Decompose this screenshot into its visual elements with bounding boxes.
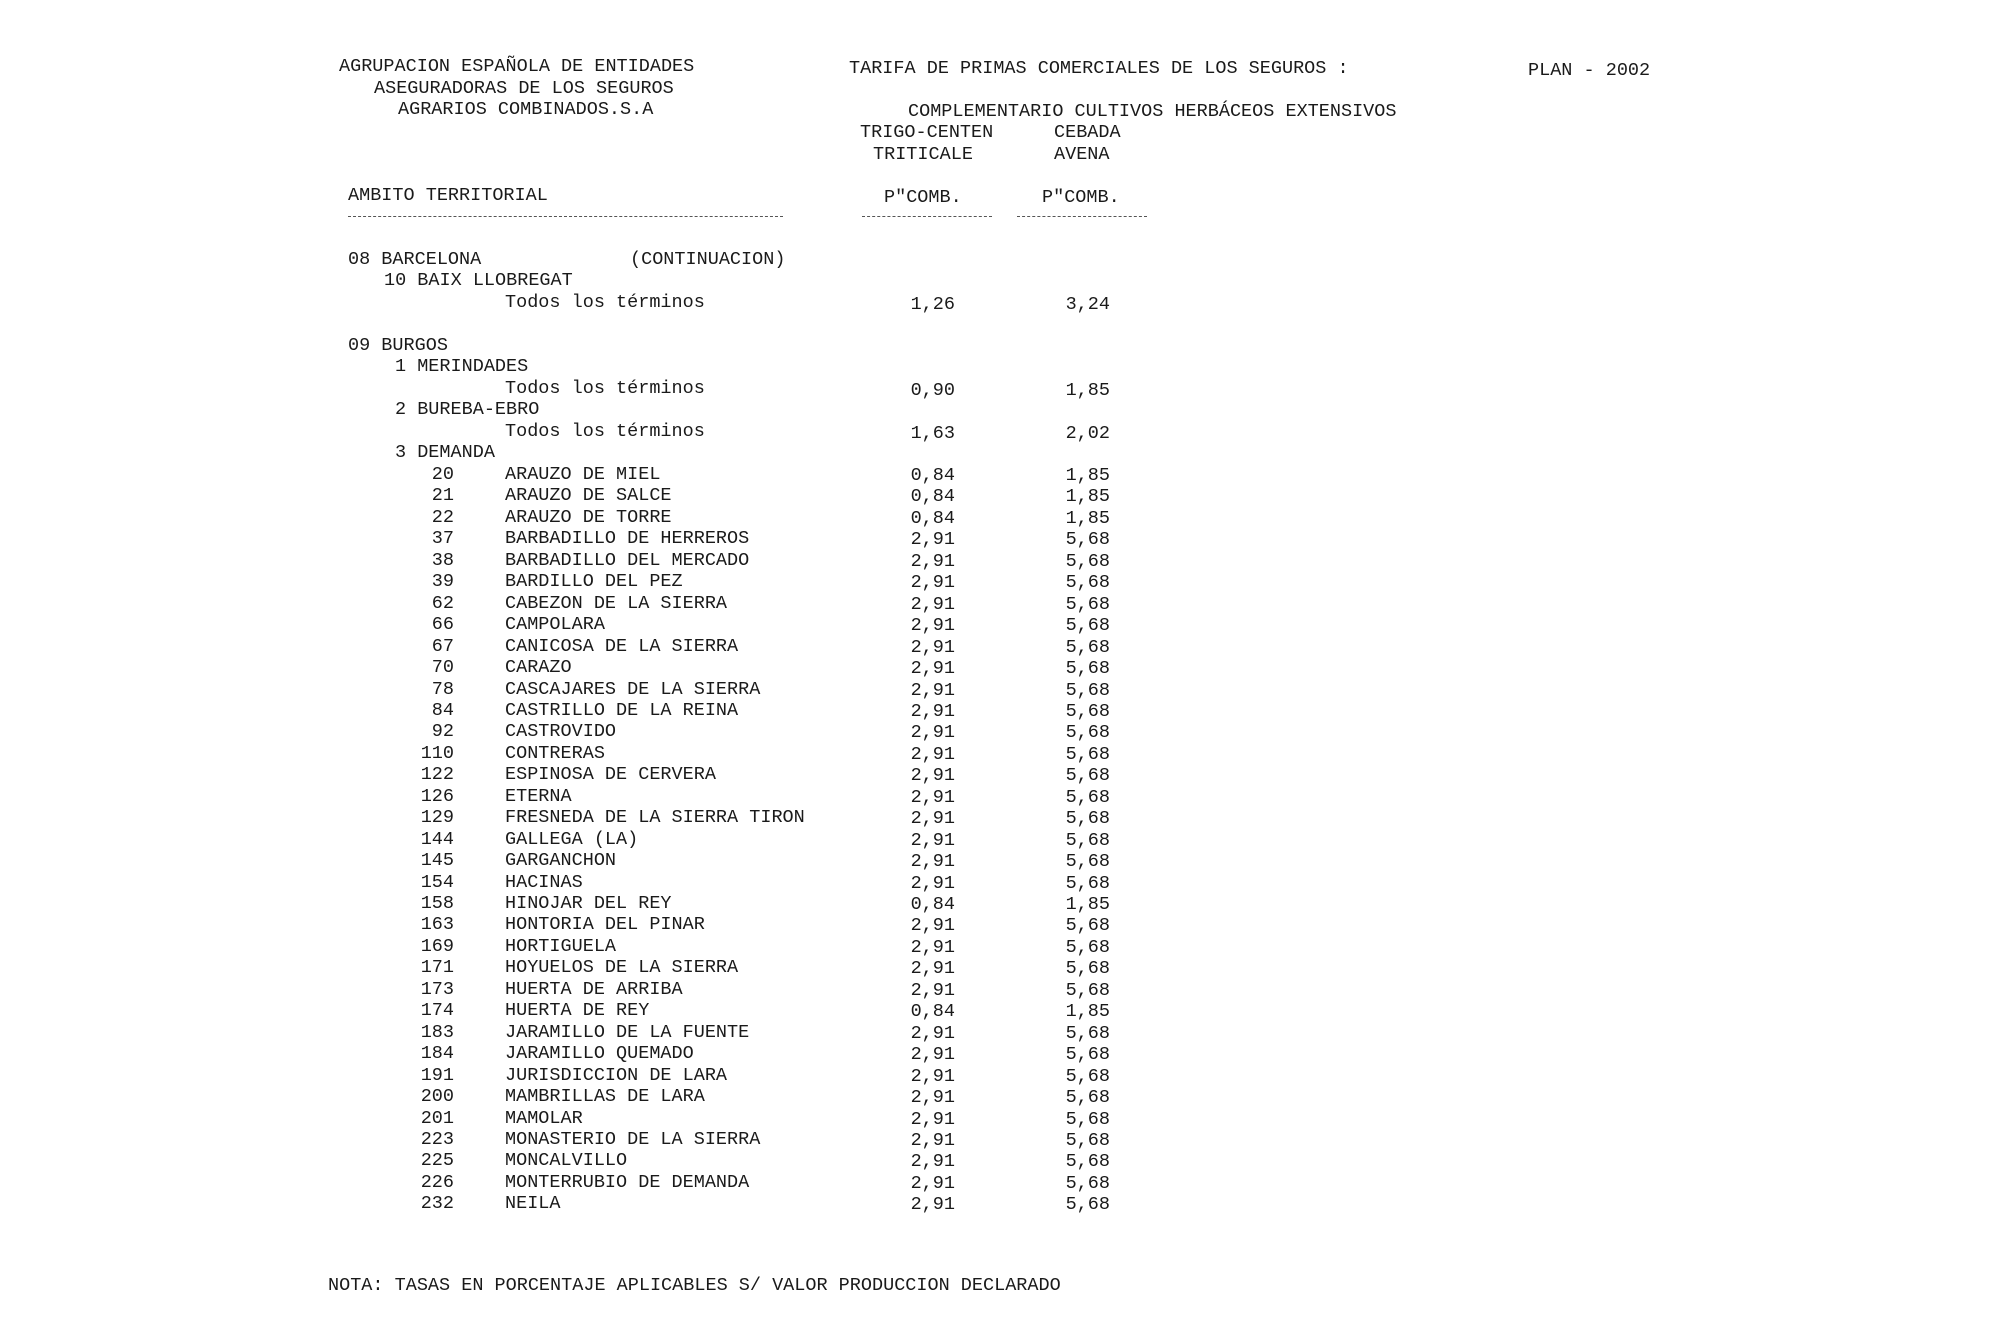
row-value-col2: 5,68: [1065, 765, 1110, 786]
municipality-code: 21: [431, 485, 454, 506]
municipality-code: 163: [420, 914, 454, 935]
row-value-col2: 1,85: [1065, 465, 1110, 486]
row-value-col2: 5,68: [1065, 722, 1110, 743]
row-value-col1: 0,84: [910, 508, 955, 529]
row-value-col2: 5,68: [1065, 958, 1110, 979]
row-value-col2: 5,68: [1065, 637, 1110, 658]
municipality-code: 225: [420, 1150, 454, 1171]
municipality-code: 67: [431, 636, 454, 657]
municipality-code: 70: [431, 657, 454, 678]
comarca-heading: 10 BAIX LLOBREGAT: [384, 270, 573, 291]
row-value-col2: 5,68: [1065, 572, 1110, 593]
row-value-col1: 2,91: [910, 1044, 955, 1065]
province-heading: 08 BARCELONA: [348, 249, 482, 270]
row-value-col2: 5,68: [1065, 980, 1110, 1001]
row-value-col1: 1,26: [910, 294, 955, 315]
row-value-col2: 5,68: [1065, 937, 1110, 958]
municipality-code: 158: [420, 893, 454, 914]
municipality-name: CABEZON DE LA SIERRA: [505, 593, 728, 614]
municipality-code: 191: [420, 1065, 454, 1086]
municipality-name: CASCAJARES DE LA SIERRA: [505, 679, 761, 700]
municipality-name: NEILA: [505, 1193, 561, 1214]
header-divider-territory: [348, 216, 783, 217]
municipality-code: 183: [420, 1022, 454, 1043]
municipality-name: HONTORIA DEL PINAR: [505, 914, 705, 935]
row-value-col2: 5,68: [1065, 1151, 1110, 1172]
row-value-col1: 2,91: [910, 765, 955, 786]
row-value-col2: 5,68: [1065, 1044, 1110, 1065]
row-name: Todos los términos: [505, 421, 705, 442]
row-value-col2: 5,68: [1065, 851, 1110, 872]
org-name-line3: AGRARIOS COMBINADOS.S.A: [398, 99, 654, 120]
municipality-code: 173: [420, 979, 454, 1000]
municipality-name: MONTERRUBIO DE DEMANDA: [505, 1172, 750, 1193]
row-value-col2: 3,24: [1065, 294, 1110, 315]
header-divider-col1: [862, 216, 992, 217]
row-value-col2: 5,68: [1065, 1194, 1110, 1215]
municipality-name: CAMPOLARA: [505, 614, 605, 635]
municipality-code: 39: [431, 571, 454, 592]
municipality-code: 201: [420, 1108, 454, 1129]
row-value-col2: 5,68: [1065, 551, 1110, 572]
row-value-col1: 2,91: [910, 1109, 955, 1130]
row-value-col1: 2,91: [910, 830, 955, 851]
row-value-col1: 2,91: [910, 1151, 955, 1172]
row-value-col1: 2,91: [910, 808, 955, 829]
row-value-col1: 0,84: [910, 894, 955, 915]
row-value-col2: 1,85: [1065, 508, 1110, 529]
municipality-code: 144: [420, 829, 454, 850]
row-value-col1: 2,91: [910, 615, 955, 636]
row-value-col1: 2,91: [910, 958, 955, 979]
municipality-name: GARGANCHON: [505, 850, 617, 871]
municipality-name: BARDILLO DEL PEZ: [505, 571, 683, 592]
row-value-col1: 2,91: [910, 701, 955, 722]
municipality-code: 200: [420, 1086, 454, 1107]
row-value-col2: 5,68: [1065, 1066, 1110, 1087]
row-value-col1: 2,91: [910, 1066, 955, 1087]
row-value-col1: 2,91: [910, 980, 955, 1001]
row-value-col1: 2,91: [910, 744, 955, 765]
municipality-code: 129: [420, 807, 454, 828]
document-title: TARIFA DE PRIMAS COMERCIALES DE LOS SEGUROS :: [849, 58, 1349, 79]
municipality-name: HINOJAR DEL REY: [505, 893, 672, 914]
document-subtitle: COMPLEMENTARIO CULTIVOS HERBÁCEOS EXTENSIVOS: [908, 101, 1397, 122]
row-value-col1: 2,91: [910, 787, 955, 808]
municipality-name: ARAUZO DE MIEL: [505, 464, 661, 485]
row-name: Todos los términos: [505, 292, 705, 313]
col1-header-line1: TRIGO-CENTEN: [860, 122, 994, 143]
municipality-code: 22: [431, 507, 454, 528]
row-value-col2: 5,68: [1065, 873, 1110, 894]
comarca-heading: 1 MERINDADES: [395, 356, 529, 377]
row-value-col1: 2,91: [910, 1130, 955, 1151]
row-value-col2: 5,68: [1065, 701, 1110, 722]
row-value-col2: 5,68: [1065, 1173, 1110, 1194]
municipality-code: 92: [431, 721, 454, 742]
continuation-label: (CONTINUACION): [630, 249, 786, 270]
municipality-code: 169: [420, 936, 454, 957]
municipality-code: 110: [420, 743, 454, 764]
row-value-col1: 1,63: [910, 423, 955, 444]
row-value-col2: 5,68: [1065, 915, 1110, 936]
municipality-code: 37: [431, 528, 454, 549]
row-value-col1: 2,91: [910, 529, 955, 550]
municipality-name: ARAUZO DE SALCE: [505, 485, 672, 506]
municipality-code: 62: [431, 593, 454, 614]
municipality-name: CARAZO: [505, 657, 572, 678]
col2-header-line2: AVENA: [1054, 144, 1110, 165]
row-value-col1: 0,84: [910, 465, 955, 486]
municipality-name: JURISDICCION DE LARA: [505, 1065, 728, 1086]
col2-header-line1: CEBADA: [1054, 122, 1121, 143]
municipality-code: 232: [420, 1193, 454, 1214]
plan-label: PLAN - 2002: [1528, 60, 1651, 81]
municipality-code: 174: [420, 1000, 454, 1021]
org-name-line1: AGRUPACION ESPAÑOLA DE ENTIDADES: [339, 56, 695, 77]
header-divider-col2: [1017, 216, 1147, 217]
row-value-col2: 5,68: [1065, 808, 1110, 829]
municipality-name: BARBADILLO DE HERREROS: [505, 528, 750, 549]
comarca-heading: 2 BUREBA-EBRO: [395, 399, 540, 420]
row-value-col2: 5,68: [1065, 1130, 1110, 1151]
municipality-name: ESPINOSA DE CERVERA: [505, 764, 716, 785]
municipality-name: HUERTA DE ARRIBA: [505, 979, 683, 1000]
municipality-name: HACINAS: [505, 872, 583, 893]
row-value-col1: 2,91: [910, 1173, 955, 1194]
municipality-code: 154: [420, 872, 454, 893]
row-value-col2: 5,68: [1065, 529, 1110, 550]
municipality-name: MONCALVILLO: [505, 1150, 628, 1171]
municipality-name: MAMBRILLAS DE LARA: [505, 1086, 705, 1107]
municipality-name: ETERNA: [505, 786, 572, 807]
municipality-code: 122: [420, 764, 454, 785]
footer-note: NOTA: TASAS EN PORCENTAJE APLICABLES S/ VALOR PRODUCCION DECLARADO: [328, 1275, 1061, 1296]
municipality-code: 126: [420, 786, 454, 807]
municipality-name: CASTROVIDO: [505, 721, 617, 742]
row-value-col1: 0,84: [910, 1001, 955, 1022]
row-value-col1: 2,91: [910, 937, 955, 958]
row-value-col1: 0,84: [910, 486, 955, 507]
row-value-col2: 1,85: [1065, 486, 1110, 507]
comarca-heading: 3 DEMANDA: [395, 442, 495, 463]
municipality-name: HOYUELOS DE LA SIERRA: [505, 957, 739, 978]
row-value-col2: 5,68: [1065, 615, 1110, 636]
municipality-name: MONASTERIO DE LA SIERRA: [505, 1129, 761, 1150]
row-value-col2: 5,68: [1065, 1109, 1110, 1130]
row-value-col1: 2,91: [910, 594, 955, 615]
col2-unit-header: P"COMB.: [1042, 187, 1120, 208]
municipality-name: HORTIGUELA: [505, 936, 617, 957]
municipality-name: JARAMILLO QUEMADO: [505, 1043, 694, 1064]
municipality-code: 78: [431, 679, 454, 700]
row-value-col1: 0,90: [910, 380, 955, 401]
row-value-col2: 1,85: [1065, 894, 1110, 915]
row-value-col2: 5,68: [1065, 830, 1110, 851]
municipality-name: JARAMILLO DE LA FUENTE: [505, 1022, 750, 1043]
row-name: Todos los términos: [505, 378, 705, 399]
row-value-col2: 5,68: [1065, 1023, 1110, 1044]
row-value-col1: 2,91: [910, 637, 955, 658]
territory-column-header: AMBITO TERRITORIAL: [348, 185, 548, 206]
municipality-name: MAMOLAR: [505, 1108, 583, 1129]
row-value-col2: 5,68: [1065, 1087, 1110, 1108]
row-value-col1: 2,91: [910, 873, 955, 894]
row-value-col2: 5,68: [1065, 594, 1110, 615]
municipality-code: 226: [420, 1172, 454, 1193]
row-value-col2: 2,02: [1065, 423, 1110, 444]
municipality-name: BARBADILLO DEL MERCADO: [505, 550, 750, 571]
municipality-code: 184: [420, 1043, 454, 1064]
municipality-code: 223: [420, 1129, 454, 1150]
row-value-col1: 2,91: [910, 1087, 955, 1108]
row-value-col2: 5,68: [1065, 787, 1110, 808]
row-value-col1: 2,91: [910, 680, 955, 701]
row-value-col2: 1,85: [1065, 1001, 1110, 1022]
municipality-code: 145: [420, 850, 454, 871]
row-value-col2: 1,85: [1065, 380, 1110, 401]
municipality-name: GALLEGA (LA): [505, 829, 639, 850]
municipality-name: HUERTA DE REY: [505, 1000, 650, 1021]
municipality-name: CASTRILLO DE LA REINA: [505, 700, 739, 721]
row-value-col2: 5,68: [1065, 744, 1110, 765]
row-value-col1: 2,91: [910, 658, 955, 679]
municipality-name: CANICOSA DE LA SIERRA: [505, 636, 739, 657]
province-heading: 09 BURGOS: [348, 335, 448, 356]
municipality-code: 20: [431, 464, 454, 485]
col1-unit-header: P"COMB.: [884, 187, 962, 208]
row-value-col1: 2,91: [910, 572, 955, 593]
col1-header-line2: TRITICALE: [873, 144, 973, 165]
municipality-name: FRESNEDA DE LA SIERRA TIRON: [505, 807, 805, 828]
row-value-col2: 5,68: [1065, 680, 1110, 701]
municipality-code: 38: [431, 550, 454, 571]
municipality-name: ARAUZO DE TORRE: [505, 507, 672, 528]
municipality-code: 66: [431, 614, 454, 635]
municipality-code: 84: [431, 700, 454, 721]
row-value-col1: 2,91: [910, 551, 955, 572]
row-value-col1: 2,91: [910, 915, 955, 936]
row-value-col1: 2,91: [910, 722, 955, 743]
row-value-col1: 2,91: [910, 1023, 955, 1044]
row-value-col2: 5,68: [1065, 658, 1110, 679]
row-value-col1: 2,91: [910, 851, 955, 872]
row-value-col1: 2,91: [910, 1194, 955, 1215]
municipality-code: 171: [420, 957, 454, 978]
org-name-line2: ASEGURADORAS DE LOS SEGUROS: [374, 78, 674, 99]
municipality-name: CONTRERAS: [505, 743, 605, 764]
